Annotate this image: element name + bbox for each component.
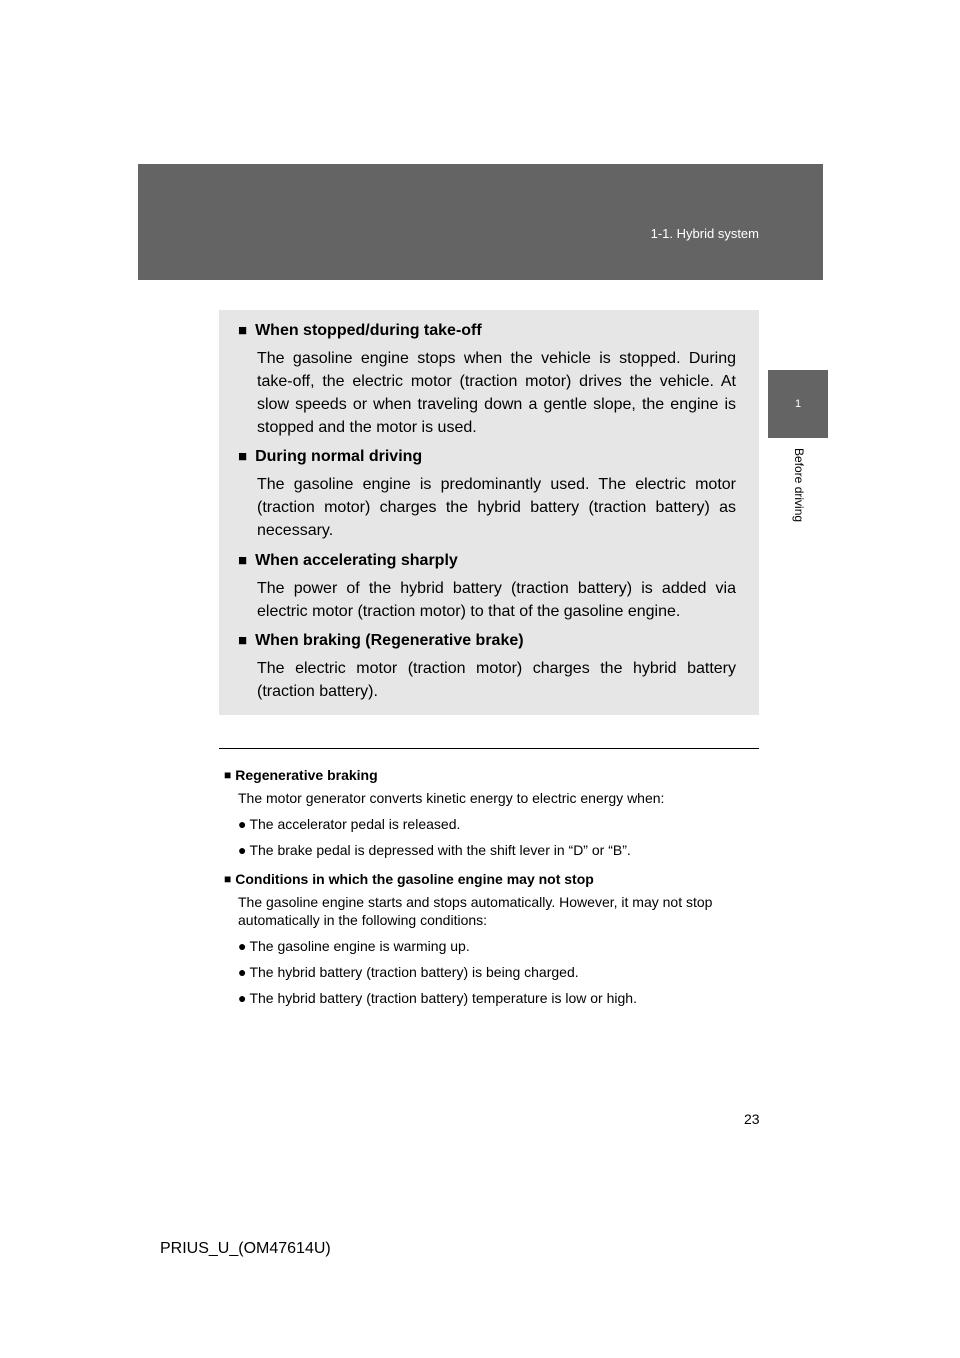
page-number: 23	[744, 1111, 760, 1127]
round-bullet-icon: ●	[238, 816, 247, 832]
square-bullet-icon: ■	[224, 872, 232, 886]
mode-heading	[238, 446, 736, 468]
note-heading	[224, 766, 759, 784]
mode-item	[238, 446, 736, 542]
note-heading	[224, 870, 759, 888]
square-bullet-icon: ■	[238, 552, 248, 569]
mode-body: The gasoline engine stops when the vehicle is stopped. During take-off, the electric motor (traction motor) drives the vehicle. At slow speeds or when traveling down a gentle slope, the engine is stopped and the motor is used.	[257, 350, 736, 436]
mode-heading-text: When stopped/during take-off	[255, 322, 482, 339]
note-bullet-text: The accelerator pedal is released.	[249, 816, 461, 832]
round-bullet-icon: ●	[238, 938, 247, 954]
note-heading-text: Conditions in which the gasoline engine may not stop	[235, 871, 594, 887]
note-text: The motor generator converts kinetic energy to electric energy when:	[238, 790, 665, 806]
mode-heading	[238, 550, 736, 572]
mode-item	[238, 630, 736, 703]
round-bullet-icon: ●	[238, 842, 247, 858]
note-text: The gasoline engine starts and stops automatically. However, it may not stop automatically in the following conditions:	[238, 894, 713, 928]
mode-heading	[238, 320, 736, 342]
mode-heading	[238, 630, 736, 652]
driving-modes-box	[219, 310, 759, 715]
note-bullet-text: The brake pedal is depressed with the shift lever in “D” or “B”.	[249, 842, 631, 858]
mode-heading-text: During normal driving	[255, 448, 423, 465]
mode-item	[238, 550, 736, 623]
square-bullet-icon: ■	[238, 632, 248, 649]
mode-body: The gasoline engine is predominantly used. The electric motor (traction motor) charges the hybrid battery (traction battery) as necessary.	[257, 476, 736, 539]
note-bullet	[238, 815, 759, 833]
note-heading-text: Regenerative braking	[235, 767, 378, 783]
section-title: 1-1. Hybrid system	[650, 226, 759, 241]
note	[224, 870, 759, 1007]
section-divider	[219, 748, 759, 749]
mode-heading-text: When accelerating sharply	[255, 552, 458, 569]
note-bullet-text: The hybrid battery (traction battery) is being charged.	[249, 964, 579, 980]
note-bullet	[238, 989, 759, 1007]
note	[224, 766, 759, 859]
document-code: PRIUS_U_(OM47614U)	[160, 1240, 331, 1257]
chapter-number: 1	[794, 398, 802, 410]
mode-heading-text: When braking (Regenerative brake)	[255, 632, 524, 649]
mode-body: The power of the hybrid battery (traction battery) is added via electric motor (traction motor) to that of the gasoline engine.	[257, 580, 736, 620]
square-bullet-icon: ■	[238, 448, 248, 465]
header-band	[138, 164, 823, 280]
square-bullet-icon: ■	[224, 768, 232, 782]
note-bullet	[238, 841, 759, 859]
note-bullet	[238, 963, 759, 981]
chapter-label: Before driving	[792, 448, 806, 523]
square-bullet-icon: ■	[238, 322, 248, 339]
round-bullet-icon: ●	[238, 964, 247, 980]
mode-body: The electric motor (traction motor) charges the hybrid battery (traction battery).	[257, 660, 736, 700]
note-bullet-text: The gasoline engine is warming up.	[249, 938, 470, 954]
mode-item	[238, 320, 736, 439]
note-bullet-text: The hybrid battery (traction battery) temperature is low or high.	[249, 990, 637, 1006]
round-bullet-icon: ●	[238, 990, 247, 1006]
note-bullet	[238, 937, 759, 955]
chapter-tab	[768, 370, 828, 438]
